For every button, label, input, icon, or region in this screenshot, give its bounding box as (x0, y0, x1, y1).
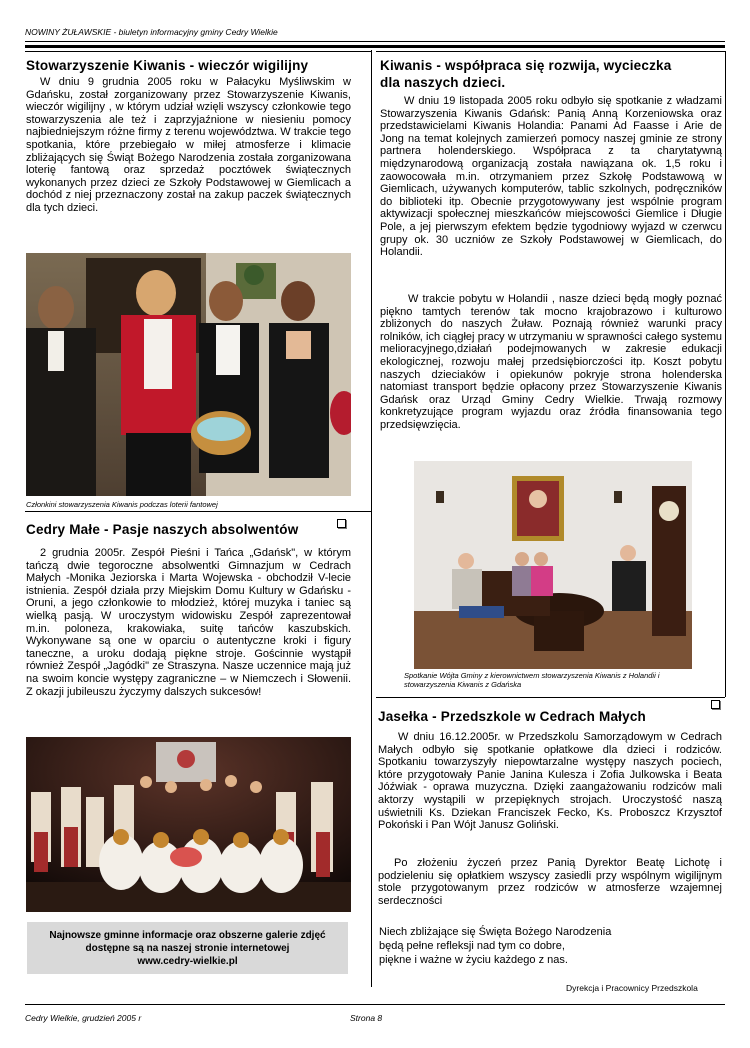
article4-wish-line1: Niech zbliżające się Święta Bożego Narodzenia (379, 926, 612, 938)
header-rule (25, 41, 725, 42)
article3-title-line1: Kiwanis - współpraca się rozwija, wycieczka (380, 58, 672, 73)
article3-title-line2: dla naszych dzieci. (380, 75, 506, 90)
right-col-top-rule (376, 51, 725, 52)
article1-title: Stowarzyszenie Kiwanis - wieczór wigilijny (26, 58, 309, 73)
article2-title: Cedry Małe - Pasje naszych absolwentów (26, 522, 299, 537)
article4-signature: Dyrekcja i Pracownicy Przedszkola (566, 983, 698, 993)
footer-rule (25, 1004, 725, 1005)
page-number: Strona 8 (350, 1013, 383, 1023)
header-rule-thick (25, 45, 725, 48)
article2-checkbox (337, 519, 346, 528)
website-note-line2: dostępne są na naszej stronie internetowej (85, 943, 290, 954)
website-link[interactable]: www.cedry-wielkie.pl (137, 956, 238, 967)
newsletter-title: NOWINY ŻUŁAWSKIE - biuletyn informacyjny gminy Cedry Wielkie (25, 27, 278, 37)
website-note-box (27, 922, 348, 974)
website-note-line1: Najnowsze gminne informacje oraz obszerne galerie zdjęć (49, 930, 326, 941)
article1-body: W dniu 9 grudnia 2005 roku w Pałacyku Myśliwskim w Gdańsku, został zorganizowany przez Stowarzyszenie Kiwanis, wieczór wigilijny , w którym udział wzięli wszyscy członkowie tego stowarzyszenia ale też i zaprzyjaźnione w niesieniu pomocy najbiedniejszym różne firmy z terenu województwa. W trakcie tego spotkania, które przebiegało w miłej atmosferze i klimacie zbliżających się Świąt Bożego Narodzenia została zorganizowana loterię fantową oraz sprzedaż pocztówek świątecznych wykonanych przez dzieci ze Szkoły Podstawowej w Giemlicach a dochód z niej przeznaczony został na zakup paczek świątecznych dla tych dzieci. (26, 76, 351, 214)
right-box-bottom-rule (376, 697, 725, 698)
kiwanis-lottery-photo (26, 253, 351, 496)
article4-body-part2: Po złożeniu życzeń przez Panią Dyrektor Beatę Lichotę i podzieleniu się opłatkiem wszyscy zasiedli przy wspólnym wigilijnym stole przygotowanym przez rodziców w atmosferze wzajemnej serdeczności (378, 857, 722, 907)
article3-body-part1: W dniu 19 listopada 2005 roku odbyło się spotkanie z władzami Stowarzyszenia Kiwanis Gdańsk: Panią Anną Korzeniowska oraz przedstawicielami Kiwanis Holandia: Panami Ad Faasse i Arie de Jong na temat kolejnych zamierzeń pomocy naszej gminie ze strony partnera holenderskiego. Współpraca z ta charytatywną międzynarodową organizacją została nawiązana ok. 1,5 roku i zaowocowała m.in. otrzymaniem przez Szkołę Podstawową w Giemlicach, używanych komputerów, tablic szkolnych, podręczników do biblioteki itp. Obecnie przygotowywany jest wspólnie program aktywizacji społecznej mieszkańców miejscowości Giemlice i Długie Pole, a jej pierwszym efektem będzie tygodniowy wyjazd w czerwcu grupy ok. 30 uczniów ze Szkoły Podstawowej w Giemlicach, do Holandii. (380, 95, 722, 259)
folk-ensemble-photo (26, 737, 351, 912)
article4-body-part1: W dniu 16.12.2005r. w Przedszkolu Samorządowym w Cedrach Małych odbyło się spotkanie opłatkowe dla dzieci i rodziców. Spotkaniu towarzyszyły niepowtarzalne występy naszych pociech, które przygotowały Panie Janina Kulesza i Zofia Julkowska i Beata Jóźwiak - oprawa muzyczna. Dzięki zaangażowaniu rodziców mali aktorzy wystąpili w przepięknych strojach. Uroczystość naszą uświetnili Ks. Dziekan Franciszek Fecko, Ks. Proboszcz Krzysztof Pokoński i Pan Wójt Janusz Goliński. (378, 731, 722, 832)
article4-checkbox (711, 700, 720, 709)
article3-body-part2: W trakcie pobytu w Holandii , nasze dzieci będą mogły poznać piękno tamtych terenów tak mocno krajobrazowo i kulturowo zbliżonych do naszych Żuław. Poznają również warunki pracy rolników, ich ciągłej pracy w utrzymaniu w sprawności całego systemu melioracyjnego,działań podejmowanych w zakresie edukacji ekologicznej, rozwoju małej przedsiębiorczości itp. Koszt pobytu naszych dzieciaków i opiekunów pokryje strona holenderska natomiast transport będzie opłacony przez Stowarzyszenie Kiwanis Gdańsk oraz Urząd Gminy Cedry Wielkie. Trwają rozmowy konkretyzujące program wyjazdu oraz źródła finansowania tego przedsięwzięcia. (380, 293, 722, 431)
right-col-right-rule (725, 51, 726, 697)
article2-body: 2 grudnia 2005r. Zespół Pieśni i Tańca „Gdańsk", w którym tańczą dwie tegoroczne absolwentki Gimnazjum w Cedrach Małych -Monika Jeziorska i Marta Wojewska - obchodził V-lecie istnienia. Zespół działa przy Miejskim Domu Kultury w Gdańsku - Oruni, a jego członkowie to młodzież, której muzyka i taniec są wielką pasją. W uroczystym widowisku Zespół zaprezentował m.in. poloneza, krakowiaka, suitę tańców kaszubskich. Wykonywane są one w oparciu o autentyczne kroki i figury taneczne, a uroku dodają piękne stroje. Gościnnie wystąpił również Zespół „Jagódki" ze Straszyna. Nasze uczennice mają już na swoim koncie występy zagraniczne – w Niemczech i Słowenii. Z okazji jubileuszu życzymy dalszych sukcesów! (26, 547, 351, 698)
footer-place-date: Cedry Wielkie, grudzień 2005 r (25, 1013, 142, 1023)
article4-wish-line2: będą pełne refleksji nad tym co dobre, (379, 940, 565, 952)
kiwanis-meeting-photo (414, 461, 692, 669)
article3-photo-caption-line2: stowarzyszenia Kiwanis z Gdańska (404, 680, 522, 689)
column-divider (371, 50, 372, 987)
article1-photo-caption: Członkini stowarzyszenia Kiwanis podczas loterii fantowej (26, 500, 218, 509)
left-col-top-rule (25, 51, 371, 52)
article4-wish-line3: piękne i ważne w życiu każdego z nas. (379, 954, 568, 966)
left-box-mid-rule (25, 511, 371, 512)
article4-title: Jasełka - Przedszkole w Cedrach Małych (378, 709, 646, 724)
article3-photo-caption-line1: Spotkanie Wójta Gminy z kierownictwem stowarzyszenia Kiwanis z Holandii i (404, 671, 660, 680)
